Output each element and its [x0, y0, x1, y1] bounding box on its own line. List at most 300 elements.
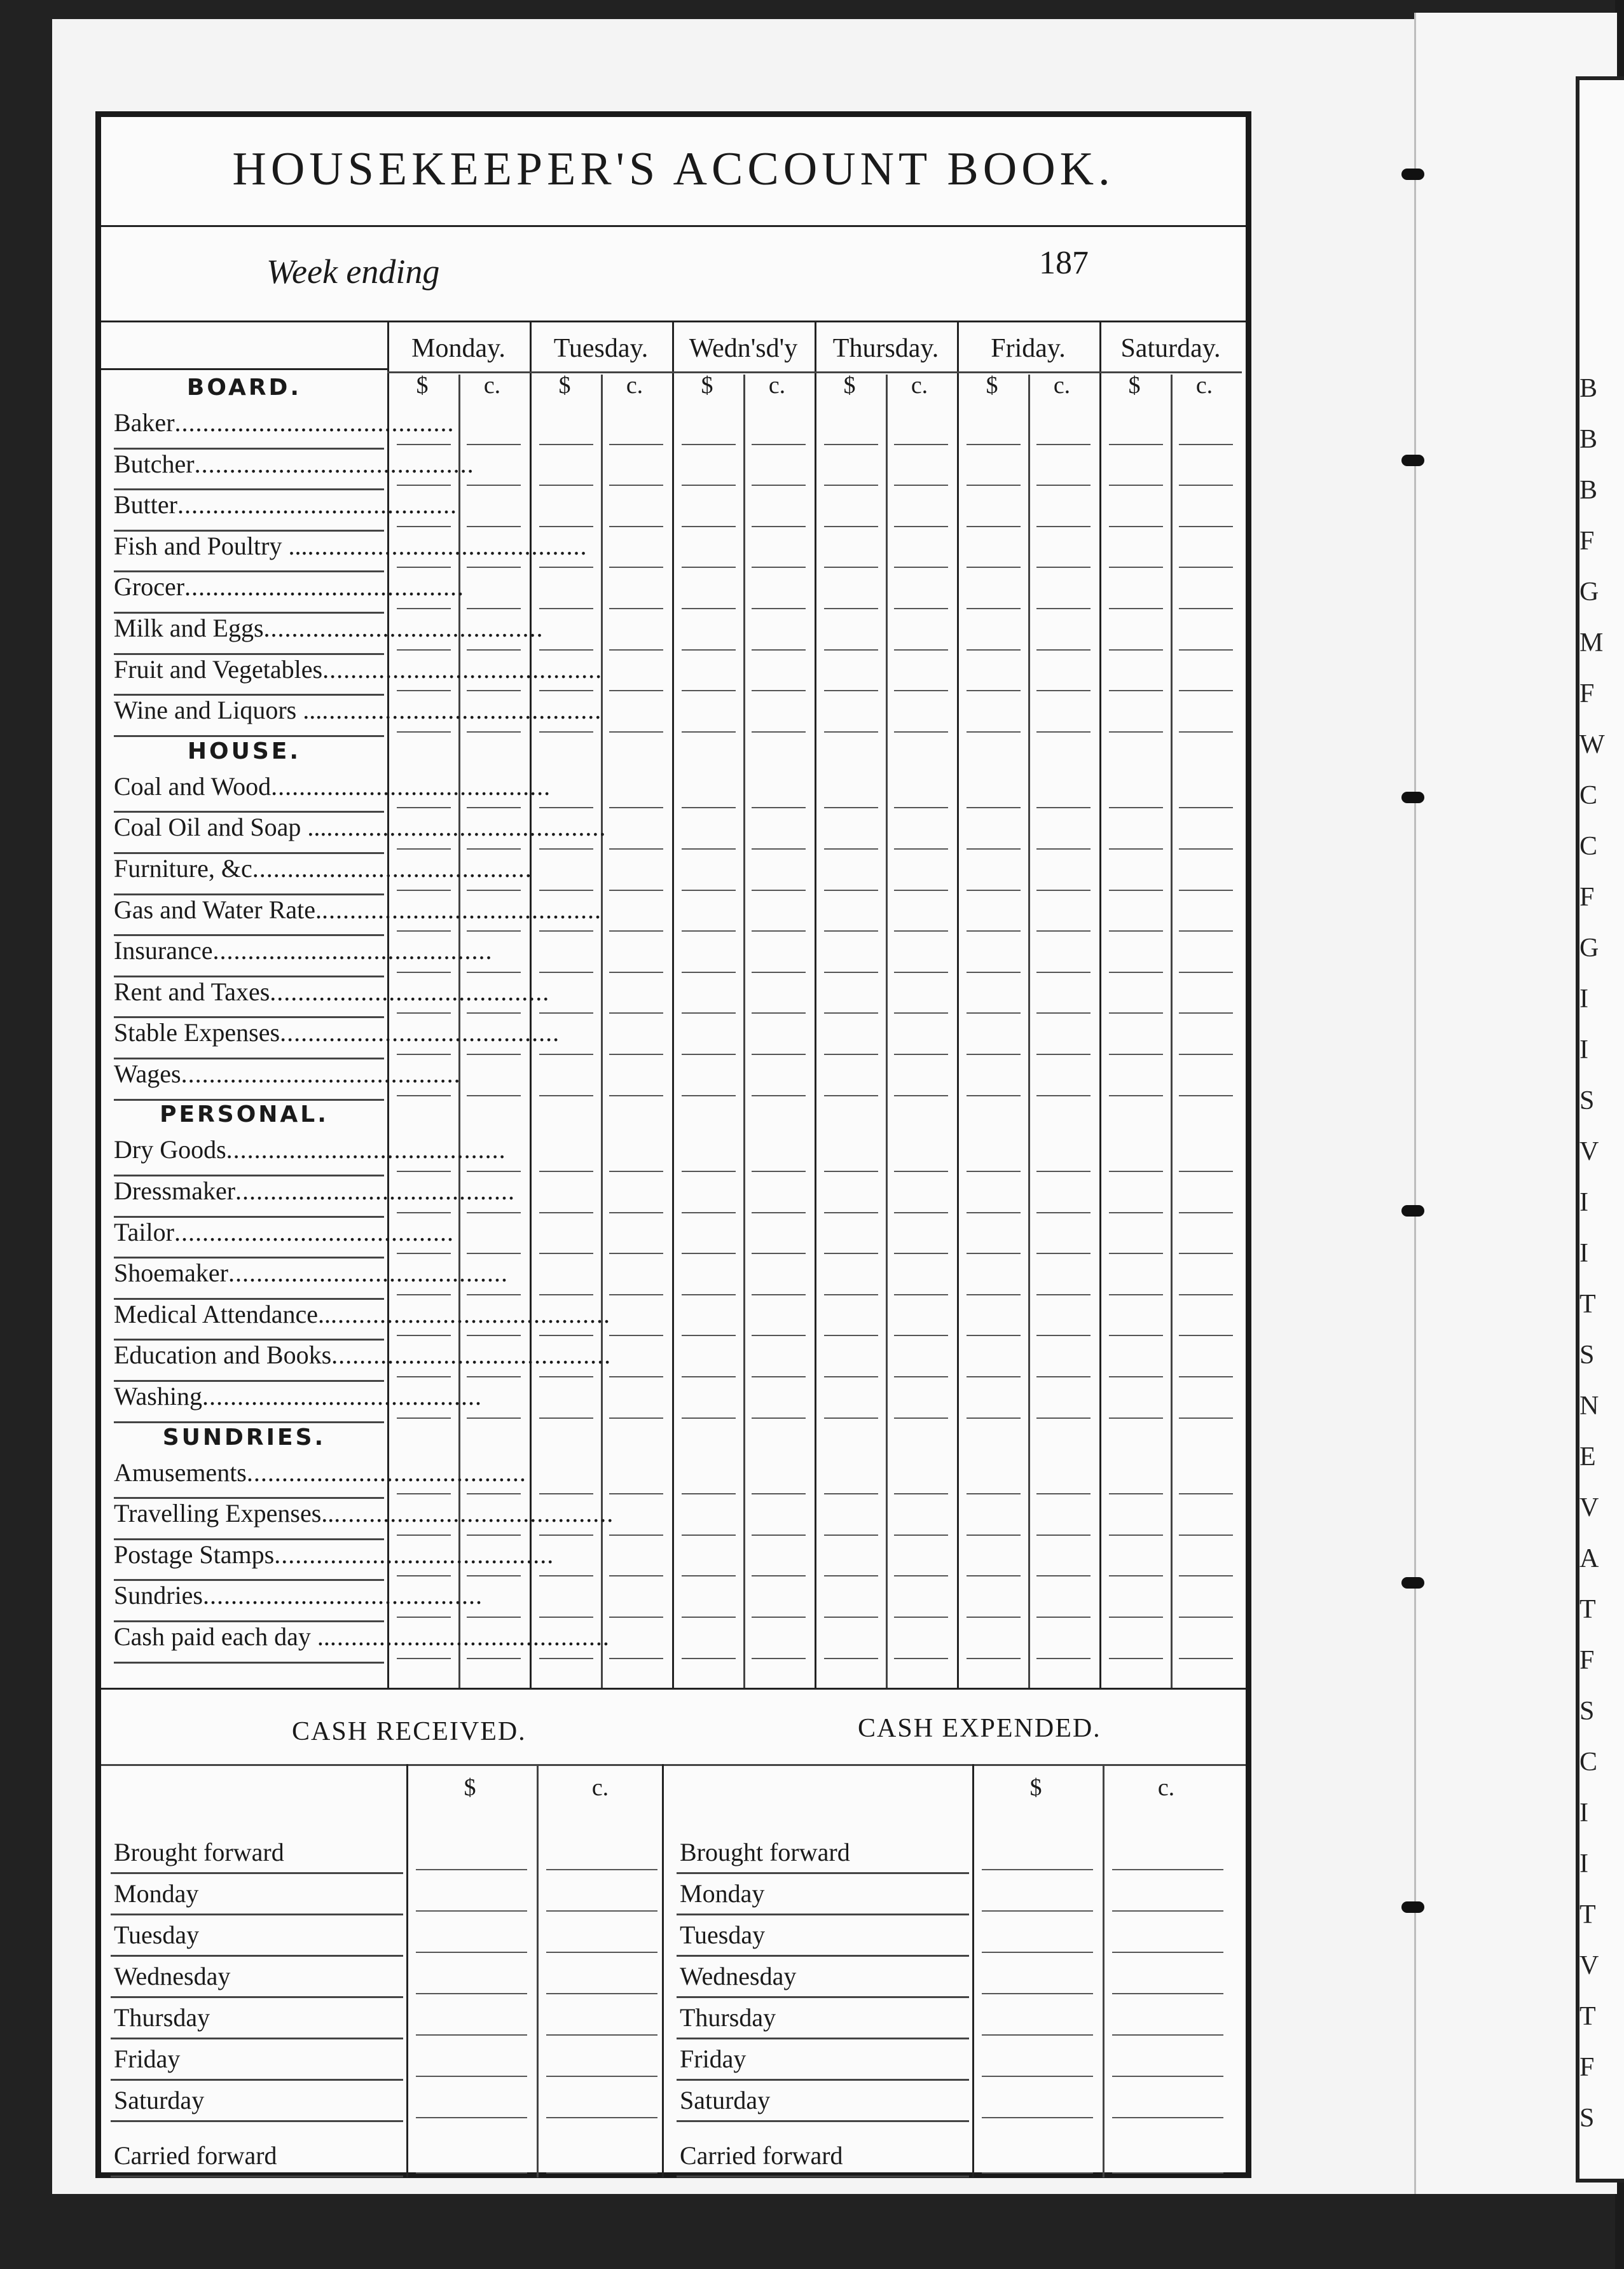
cent-cell: [467, 608, 521, 609]
dollar-cell: [824, 848, 878, 850]
label-row-rule: [114, 1662, 384, 1664]
cent-cell: [1036, 1335, 1091, 1336]
dollar-cell: [539, 890, 593, 891]
cent-cell: [894, 1212, 948, 1213]
expense-row-label: [114, 1540, 554, 1569]
cash-cent-cell: [546, 1993, 657, 1994]
right-page-letter: B: [1579, 374, 1598, 403]
expense-row-label: [114, 531, 588, 561]
cent-column-divider: [743, 375, 745, 1688]
expense-item-name: Postage Stamps: [114, 1540, 275, 1569]
cent-cell: [1036, 807, 1091, 808]
dollar-cell: [397, 1658, 451, 1659]
leader-dots: ........................................: [270, 977, 550, 1006]
dollar-cell: [1109, 608, 1163, 609]
leader-dots: ........................................: [322, 654, 603, 684]
cent-cell: [1036, 1012, 1091, 1014]
dollar-cell: [1109, 526, 1163, 527]
expense-row-label: [114, 1258, 508, 1288]
cash-row-label: Tuesday: [114, 1921, 200, 1949]
cash-dollar-cell: [416, 2034, 527, 2036]
cent-cell: [894, 890, 948, 891]
cash-row-label: Thursday: [680, 2003, 776, 2032]
right-page-letter: I: [1579, 1188, 1588, 1217]
dollar-cell: [539, 1335, 593, 1336]
expense-row-label: [114, 1498, 614, 1528]
cent-cell: [894, 567, 948, 568]
cent-cell: [1036, 890, 1091, 891]
leader-dots: ........................................: [280, 1018, 560, 1047]
cent-cell: [894, 1417, 948, 1419]
expense-item-name: Wages: [114, 1059, 181, 1088]
cent-cell: [609, 1417, 663, 1419]
dollar-cell: [397, 1171, 451, 1172]
cent-cell: [609, 1253, 663, 1254]
dollar-cell: [397, 1335, 451, 1336]
cash-cent-column: [1103, 1764, 1104, 2177]
dollar-cell: [967, 890, 1021, 891]
cent-cell: [1036, 1171, 1091, 1172]
dollar-cell: [967, 526, 1021, 527]
dollar-cell: [397, 930, 451, 932]
cent-cell: [609, 972, 663, 973]
dollar-cell: [967, 1095, 1021, 1096]
cent-cell: [894, 1493, 948, 1494]
cent-cell: [609, 485, 663, 486]
dollar-unit: $: [416, 372, 429, 399]
cash-row-rule: [677, 2120, 969, 2122]
label-row-rule: [114, 1099, 384, 1101]
dollar-cell: [967, 444, 1021, 445]
cent-cell: [1179, 608, 1233, 609]
dollar-cell: [397, 1376, 451, 1377]
cent-cell: [467, 1253, 521, 1254]
right-page-letter: T: [1579, 1900, 1596, 1929]
label-row-rule: [114, 1421, 384, 1423]
cent-cell: [1179, 1253, 1233, 1254]
right-page-letter: I: [1579, 1849, 1588, 1879]
dollar-cell: [967, 930, 1021, 932]
dollar-cell: [682, 1054, 736, 1055]
cent-cell: [1179, 567, 1233, 568]
leader-dots: ........................................: [212, 936, 493, 965]
cash-cent-cell: [546, 2172, 657, 2174]
dollar-cell: [1109, 1575, 1163, 1576]
cent-cell: [1179, 1294, 1233, 1295]
leader-dots: ........................................: [307, 531, 588, 560]
cent-cell: [1036, 1417, 1091, 1419]
expense-row-label: [114, 895, 602, 925]
cent-cell: [1036, 444, 1091, 445]
cent-cell: [894, 930, 948, 932]
dollar-cell: [967, 1171, 1021, 1172]
dollar-cell: [967, 1054, 1021, 1055]
dollar-cell: [967, 731, 1021, 733]
leader-dots: ........................................: [174, 408, 455, 437]
dollar-cell: [824, 1212, 878, 1213]
dollar-cell: [824, 608, 878, 609]
cent-cell: [609, 608, 663, 609]
expense-item-name: Medical Attendance..: [114, 1299, 331, 1328]
leader-dots: ........................................: [177, 490, 457, 520]
dollar-cell: [397, 1417, 451, 1419]
right-page-letter: F: [1579, 2053, 1595, 2082]
leader-dots: ........................................: [228, 1259, 508, 1288]
cash-cent-cell: [1112, 2117, 1223, 2118]
leader-dots: ........................................: [271, 771, 551, 801]
cash-row-label: Monday: [680, 1879, 765, 1908]
cent-cell: [609, 731, 663, 733]
expense-row-label: [114, 1017, 560, 1047]
dollar-cell: [1109, 485, 1163, 486]
cent-cell: [467, 1535, 521, 1536]
dollar-cell: [682, 1493, 736, 1494]
right-page-letter: G: [1579, 577, 1599, 607]
right-page-letter: S: [1579, 1697, 1595, 1726]
dollar-cell: [397, 1493, 451, 1494]
cash-dollar-cell: [982, 1869, 1093, 1870]
cent-cell: [1179, 1493, 1233, 1494]
expense-item-name: Cash paid each day ..: [114, 1622, 330, 1651]
dollar-cell: [967, 1535, 1021, 1536]
expense-row-label: [114, 1176, 516, 1206]
section-heading: BOARD.: [186, 375, 302, 401]
right-page-letter: M: [1579, 628, 1604, 658]
dollar-cell: [539, 972, 593, 973]
cent-cell: [1179, 1012, 1233, 1014]
expense-row-label: [114, 449, 474, 479]
dollar-cell: [682, 567, 736, 568]
cent-unit: c.: [626, 372, 643, 399]
dollar-unit: $: [701, 372, 713, 399]
expense-item-name: Insurance: [114, 936, 213, 965]
dollar-cell: [682, 1012, 736, 1014]
cent-cell: [894, 1575, 948, 1576]
dollar-cell: [1109, 1617, 1163, 1618]
right-page-letter: I: [1579, 1798, 1588, 1828]
dollar-cell: [397, 1535, 451, 1536]
dollar-cell: [1109, 1012, 1163, 1014]
cent-cell: [609, 1294, 663, 1295]
dollar-cell: [539, 1417, 593, 1419]
dollar-cell: [1109, 1212, 1163, 1213]
leader-dots: ........................................: [322, 895, 602, 924]
dollar-cell: [824, 649, 878, 651]
dollar-cell: [682, 1171, 736, 1172]
cent-cell: [752, 1253, 806, 1254]
cash-middle-divider: [662, 1764, 664, 2177]
cent-cell: [609, 649, 663, 651]
cent-cell: [1036, 526, 1091, 527]
right-page-letter: I: [1579, 1035, 1588, 1065]
cent-cell: [894, 1253, 948, 1254]
cash-row-label: Carried forward: [680, 2141, 843, 2170]
cent-cell: [609, 848, 663, 850]
dollar-cell: [824, 731, 878, 733]
dollar-cell: [397, 1212, 451, 1213]
cent-cell: [894, 485, 948, 486]
dollar-cell: [397, 690, 451, 691]
dollar-cell: [824, 690, 878, 691]
expense-item-name: Butter: [114, 490, 177, 520]
cent-cell: [752, 1376, 806, 1377]
cent-cell: [467, 649, 521, 651]
cash-cent-unit: c.: [591, 1774, 609, 1801]
cash-dollar-cell: [982, 2076, 1093, 2077]
dollar-cell: [1109, 1054, 1163, 1055]
dollar-cell: [539, 444, 593, 445]
dollar-cell: [824, 444, 878, 445]
dollar-cell: [967, 567, 1021, 568]
cent-cell: [894, 1376, 948, 1377]
cash-dollar-unit: $: [1029, 1774, 1042, 1801]
cent-cell: [1179, 848, 1233, 850]
cent-cell: [1036, 485, 1091, 486]
cent-cell: [467, 807, 521, 808]
cent-cell: [894, 1171, 948, 1172]
dollar-cell: [967, 1575, 1021, 1576]
dollar-cell: [1109, 1171, 1163, 1172]
expense-row-label: [114, 935, 493, 965]
dollar-unit: $: [986, 372, 998, 399]
dollar-cell: [1109, 1095, 1163, 1096]
day-header: Friday.: [991, 334, 1066, 363]
dollar-cell: [682, 485, 736, 486]
cent-cell: [752, 1417, 806, 1419]
cash-row-label: Tuesday: [680, 1921, 766, 1949]
dollar-cell: [967, 1253, 1021, 1254]
cent-cell: [467, 1212, 521, 1213]
dollar-cell: [539, 1617, 593, 1618]
expense-item-name: Rent and Taxes: [114, 977, 270, 1006]
day-header: Saturday.: [1120, 334, 1221, 363]
leader-dots: ........................................: [252, 853, 532, 883]
expense-row-label: [114, 1340, 612, 1370]
cent-cell: [894, 1658, 948, 1659]
expense-item-name: Shoemaker: [114, 1259, 228, 1288]
cent-cell: [467, 1417, 521, 1419]
dollar-cell: [824, 567, 878, 568]
dollar-cell: [397, 1575, 451, 1576]
cent-cell: [467, 1095, 521, 1096]
cent-cell: [609, 1171, 663, 1172]
cent-cell: [467, 972, 521, 973]
cent-cell: [752, 972, 806, 973]
dollar-cell: [967, 1417, 1021, 1419]
cent-cell: [894, 444, 948, 445]
cash-dollar-cell: [416, 1952, 527, 1953]
dollar-cell: [682, 1376, 736, 1377]
cash-title-underline: [101, 1764, 1246, 1766]
cash-row-rule: [677, 1914, 969, 1915]
leader-dots: ........................................: [326, 813, 607, 842]
cent-cell: [1179, 690, 1233, 691]
dollar-cell: [824, 1335, 878, 1336]
right-page-letter: N: [1579, 1391, 1599, 1421]
cent-cell: [609, 1658, 663, 1659]
right-page-letter: A: [1579, 1544, 1599, 1573]
cent-cell: [609, 1012, 663, 1014]
cash-cent-cell: [1112, 1993, 1223, 1994]
dollar-cell: [1109, 972, 1163, 973]
cent-cell: [1179, 1417, 1233, 1419]
cash-row-label: Friday: [680, 2045, 747, 2073]
cent-cell: [894, 1535, 948, 1536]
cent-cell: [894, 1617, 948, 1618]
leader-dots: ........................................: [202, 1382, 482, 1411]
cent-cell: [752, 1171, 806, 1172]
cent-cell: [1179, 649, 1233, 651]
expense-item-name: Wine and Liquors ...: [114, 696, 322, 725]
cash-row-rule: [111, 2079, 403, 2081]
dollar-cell: [397, 1012, 451, 1014]
cent-cell: [894, 649, 948, 651]
cent-cell: [752, 1054, 806, 1055]
label-header-divider: [101, 368, 387, 370]
expense-row-label: [114, 1580, 483, 1610]
cent-column-divider: [886, 375, 888, 1688]
dollar-cell: [1109, 690, 1163, 691]
section-heading: HOUSE.: [187, 738, 301, 764]
expense-item-name: Coal and Wood: [114, 771, 272, 801]
dollar-cell: [824, 1658, 878, 1659]
day-header: Monday.: [411, 334, 506, 363]
cash-cent-cell: [546, 1952, 657, 1953]
expense-item-name: Education and Books: [114, 1341, 332, 1370]
cent-cell: [1179, 1335, 1233, 1336]
cent-cell: [1036, 1575, 1091, 1576]
cent-cell: [752, 930, 806, 932]
cash-cent-cell: [1112, 1869, 1223, 1870]
dollar-cell: [539, 567, 593, 568]
dollar-cell: [397, 1095, 451, 1096]
cash-row-rule: [111, 2038, 403, 2039]
expense-item-name: Washing: [114, 1382, 202, 1411]
cent-cell: [894, 608, 948, 609]
cent-cell: [894, 1095, 948, 1096]
dollar-cell: [967, 1617, 1021, 1618]
dollar-cell: [967, 1012, 1021, 1014]
expense-item-name: Fruit and Vegetables: [114, 654, 323, 684]
dollar-cell: [682, 1417, 736, 1419]
right-page-letter: V: [1579, 1137, 1599, 1166]
cent-cell: [752, 1535, 806, 1536]
right-page-letter: T: [1579, 2002, 1596, 2031]
cash-cent-cell: [1112, 2034, 1223, 2036]
right-page-letter: G: [1579, 934, 1599, 963]
cent-cell: [1179, 807, 1233, 808]
dollar-cell: [397, 567, 451, 568]
leader-dots: ........................................: [194, 449, 474, 478]
cent-cell: [609, 930, 663, 932]
cash-dollar-cell: [982, 2172, 1093, 2174]
cent-cell: [1036, 608, 1091, 609]
dollar-cell: [539, 1012, 593, 1014]
dollar-cell: [1109, 1253, 1163, 1254]
dollar-cell: [1109, 1658, 1163, 1659]
cent-cell: [1179, 444, 1233, 445]
cent-cell: [752, 1658, 806, 1659]
dollar-cell: [682, 848, 736, 850]
dollar-cell: [1109, 890, 1163, 891]
dollar-cell: [824, 1012, 878, 1014]
cent-unit: c.: [911, 372, 928, 399]
cent-cell: [1036, 1535, 1091, 1536]
dollar-cell: [539, 1376, 593, 1377]
expense-item-name: Sundries: [114, 1581, 203, 1610]
day-column-border: [672, 321, 674, 1688]
dollar-cell: [539, 485, 593, 486]
cent-cell: [894, 1294, 948, 1295]
dollar-cell: [682, 807, 736, 808]
dollar-cell: [967, 649, 1021, 651]
cent-unit: c.: [1195, 372, 1213, 399]
expense-item-name: Grocer: [114, 572, 185, 602]
leader-dots: ........................................: [203, 1581, 483, 1610]
dollar-unit: $: [558, 372, 571, 399]
cent-cell: [894, 1335, 948, 1336]
right-page-letter: C: [1579, 1748, 1598, 1777]
expense-row-label: [114, 1217, 454, 1247]
expense-item-name: Stable Expenses: [114, 1018, 280, 1047]
cent-cell: [467, 731, 521, 733]
cash-dollar-column: [972, 1764, 974, 2177]
cent-cell: [752, 485, 806, 486]
leader-dots: ........................................: [181, 1059, 461, 1088]
dollar-cell: [824, 1054, 878, 1055]
dollar-cell: [682, 1253, 736, 1254]
cent-cell: [1036, 1054, 1091, 1055]
dollar-cell: [1109, 930, 1163, 932]
cent-cell: [752, 731, 806, 733]
dollar-cell: [967, 485, 1021, 486]
expense-row-label: [114, 812, 607, 842]
cent-cell: [1179, 1054, 1233, 1055]
cent-cell: [609, 1493, 663, 1494]
right-page-letter: B: [1579, 425, 1598, 454]
cent-cell: [609, 567, 663, 568]
cent-cell: [467, 1493, 521, 1494]
cent-cell: [752, 848, 806, 850]
expense-row-label: [114, 490, 457, 520]
dollar-cell: [397, 1054, 451, 1055]
dollar-cell: [539, 848, 593, 850]
cent-cell: [894, 807, 948, 808]
expense-row-label: [114, 1299, 610, 1329]
binding-ring: [1401, 169, 1424, 180]
dollar-cell: [824, 1095, 878, 1096]
dollar-cell: [397, 890, 451, 891]
expense-item-name: Dry Goods: [114, 1135, 226, 1164]
dollar-cell: [824, 1575, 878, 1576]
day-header: Wedn'sd'y: [689, 334, 798, 363]
cash-cent-cell: [1112, 2076, 1223, 2077]
cent-unit: c.: [1053, 372, 1071, 399]
right-page-letter: W: [1579, 730, 1605, 759]
cent-cell: [609, 1335, 663, 1336]
day-column-border: [815, 321, 816, 1688]
dollar-cell: [397, 848, 451, 850]
cent-cell: [1036, 731, 1091, 733]
cash-row-rule: [677, 1996, 969, 1998]
cent-cell: [1036, 1294, 1091, 1295]
binding-ring: [1401, 1205, 1424, 1217]
cash-row-rule: [111, 1996, 403, 1998]
cent-cell: [467, 1376, 521, 1377]
dollar-cell: [539, 1095, 593, 1096]
cash-row-rule: [111, 1955, 403, 1957]
dollar-cell: [1109, 649, 1163, 651]
